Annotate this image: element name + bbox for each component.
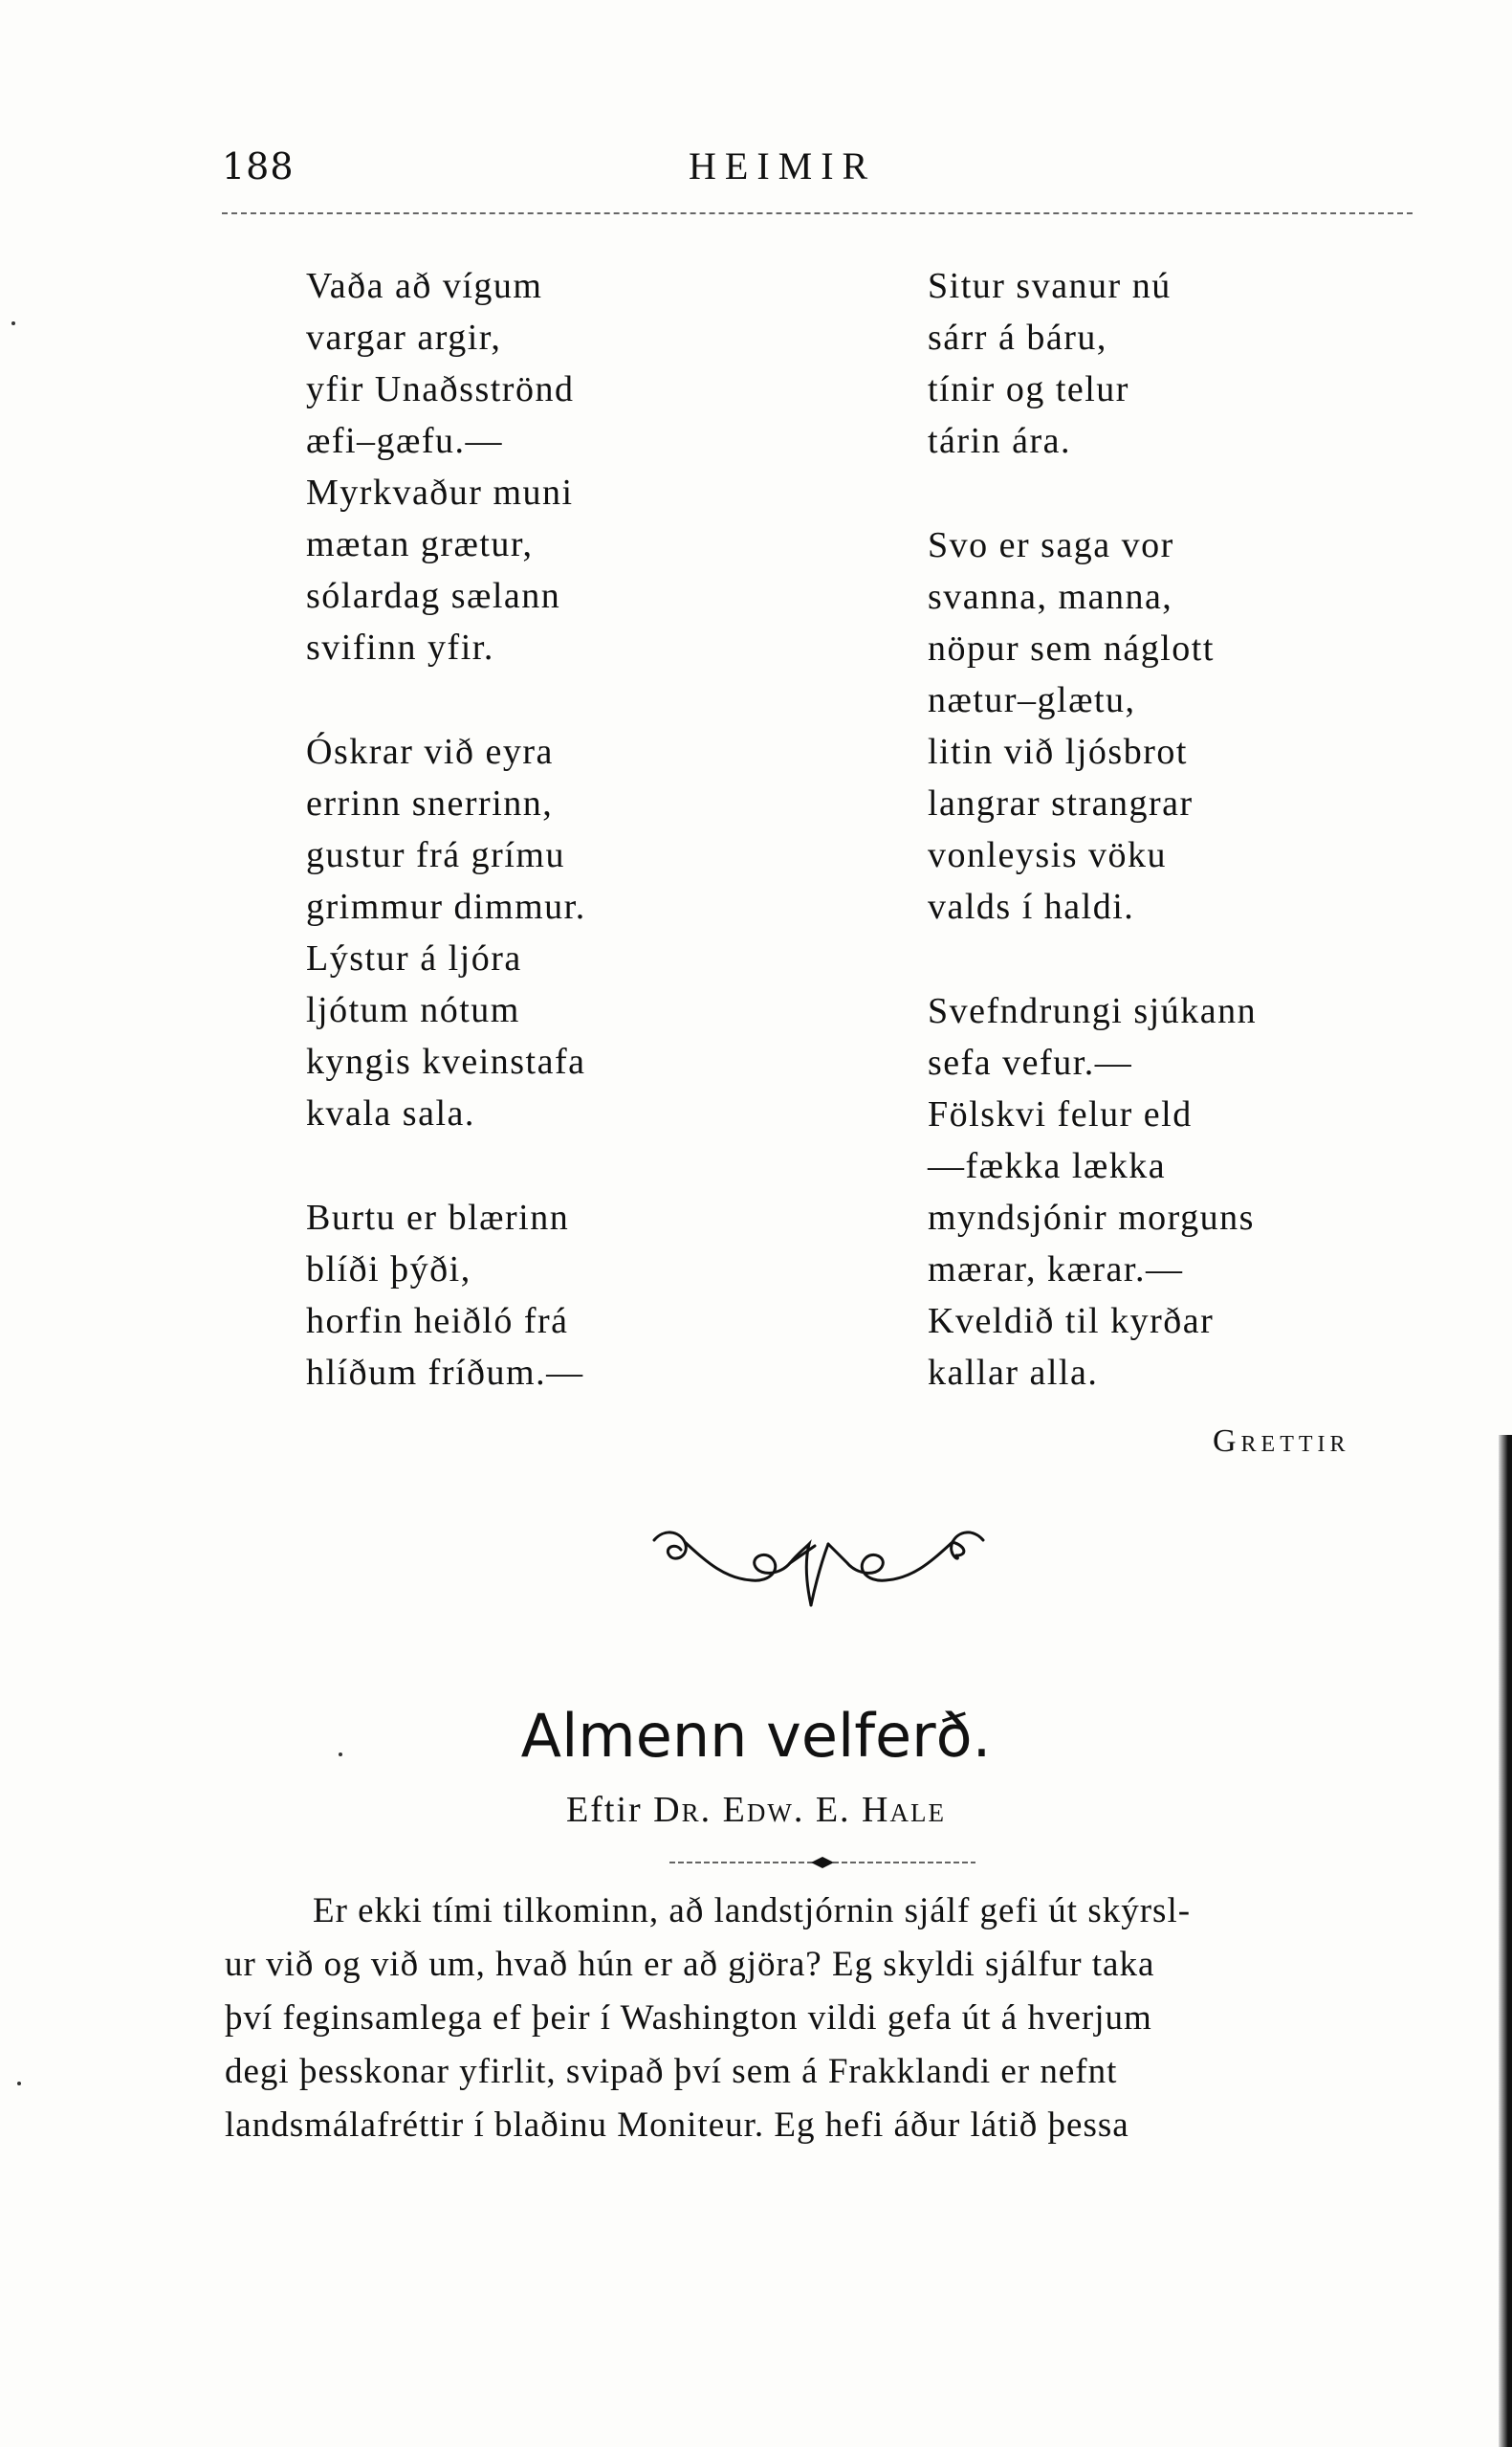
paper-speck <box>339 1753 342 1756</box>
poem-line: sefa vefur.— <box>928 1043 1133 1083</box>
article-byline <box>0 1789 1512 1831</box>
poem-line: Vaða að vígum <box>306 266 543 306</box>
byline-divider-icon <box>669 1856 975 1869</box>
poem-line: errinn snerrinn, <box>306 783 554 824</box>
poem-line: Burtu er blærinn <box>306 1198 570 1238</box>
poem-line: —fækka lækka <box>928 1146 1167 1186</box>
poem-line: vargar argir, <box>306 318 502 358</box>
body-line: landsmálafréttir í blaðinu Moniteur. Eg hefi áður látið þessa <box>225 2105 1129 2145</box>
poem-line: gustur frá grímu <box>306 835 565 875</box>
page-number: 188 <box>222 145 295 187</box>
poem-line: grimmur dimmur. <box>306 887 586 927</box>
poem-stanza <box>928 519 1463 933</box>
poem-line: Fölskvi felur eld <box>928 1094 1193 1135</box>
body-line: degi þesskonar yfirlit, svipað því sem á Frakklandi er nefnt <box>225 2052 1118 2091</box>
poem-line: nætur–glætu, <box>928 680 1136 720</box>
poem-line: svanna, manna, <box>928 577 1173 617</box>
poem-line: myndsjónir morguns <box>928 1198 1255 1238</box>
poem-line: blíði þýði, <box>306 1249 471 1290</box>
poem-stanza <box>306 726 842 1139</box>
article-title: Almenn velferð. <box>520 1701 992 1771</box>
poem-line: mærar, kærar.— <box>928 1249 1184 1290</box>
poem-line: sárr á báru, <box>928 318 1107 358</box>
poem-signature: Grettir <box>1213 1423 1350 1459</box>
poem-line: Lýstur á ljóra <box>306 938 522 979</box>
poem-stanza <box>306 1192 842 1399</box>
header-rule <box>222 212 1413 214</box>
paper-speck <box>11 321 15 325</box>
poem-line: hlíðum fríðum.— <box>306 1353 584 1393</box>
poem-line: ljótum nótum <box>306 990 520 1030</box>
poem-stanza <box>306 260 842 673</box>
poem-line: vonleysis vöku <box>928 835 1168 875</box>
decorative-scroll-ornament-icon <box>646 1521 991 1617</box>
poem-line: æfi–gæfu.— <box>306 421 504 461</box>
article-body <box>225 1885 1430 2152</box>
poem-line: tárin ára. <box>928 421 1072 461</box>
poem-line: Svefndrungi sjúkann <box>928 991 1258 1031</box>
poem-stanza <box>928 260 1463 467</box>
body-line: því feginsamlega ef þeir í Washington vildi gefa út á hverjum <box>225 1998 1152 2038</box>
paper-speck <box>17 2082 21 2085</box>
poem-line: Kveldið til kyrðar <box>928 1301 1215 1341</box>
poem-line: kvala sala. <box>306 1093 475 1134</box>
poem-left-column <box>306 260 842 1451</box>
body-line: ur við og við um, hvað hún er að gjöra? Eg skyldi sjálfur taka <box>225 1945 1155 1984</box>
poem-line: sólardag sælann <box>306 576 561 616</box>
byline-prefix: Eftir <box>566 1790 643 1830</box>
poem-line: Situr svanur nú <box>928 266 1172 306</box>
poem-line: horfin heiðló frá <box>306 1301 569 1341</box>
poem-line: tínir og telur <box>928 369 1129 409</box>
poem-line: valds í haldi. <box>928 887 1135 927</box>
poem-right-column <box>928 260 1463 1451</box>
poem-line: Svo er saga vor <box>928 525 1174 565</box>
poem-line: langrar strangrar <box>928 783 1194 824</box>
poem-line: mætan grætur, <box>306 524 534 564</box>
body-line: Er ekki tími tilkominn, að landstjórnin sjálf gefi út skýrsl- <box>313 1891 1192 1930</box>
poem-stanza <box>928 985 1463 1399</box>
poem-line: Myrkvaður muni <box>306 473 574 513</box>
running-head: HEIMIR <box>689 144 877 187</box>
poem-line: kyngis kveinstafa <box>306 1042 586 1082</box>
poem-line: yfir Unaðsströnd <box>306 369 575 409</box>
poem-line: kallar alla. <box>928 1353 1099 1393</box>
book-spine-shadow <box>1499 1435 1512 2447</box>
byline-author: Dr. Edw. E. Hale <box>653 1790 946 1830</box>
poem-line: litin við ljósbrot <box>928 732 1188 772</box>
poem-line: Óskrar við eyra <box>306 732 554 772</box>
poem-line: nöpur sem náglott <box>928 628 1215 669</box>
poem-line: svifinn yfir. <box>306 628 494 668</box>
